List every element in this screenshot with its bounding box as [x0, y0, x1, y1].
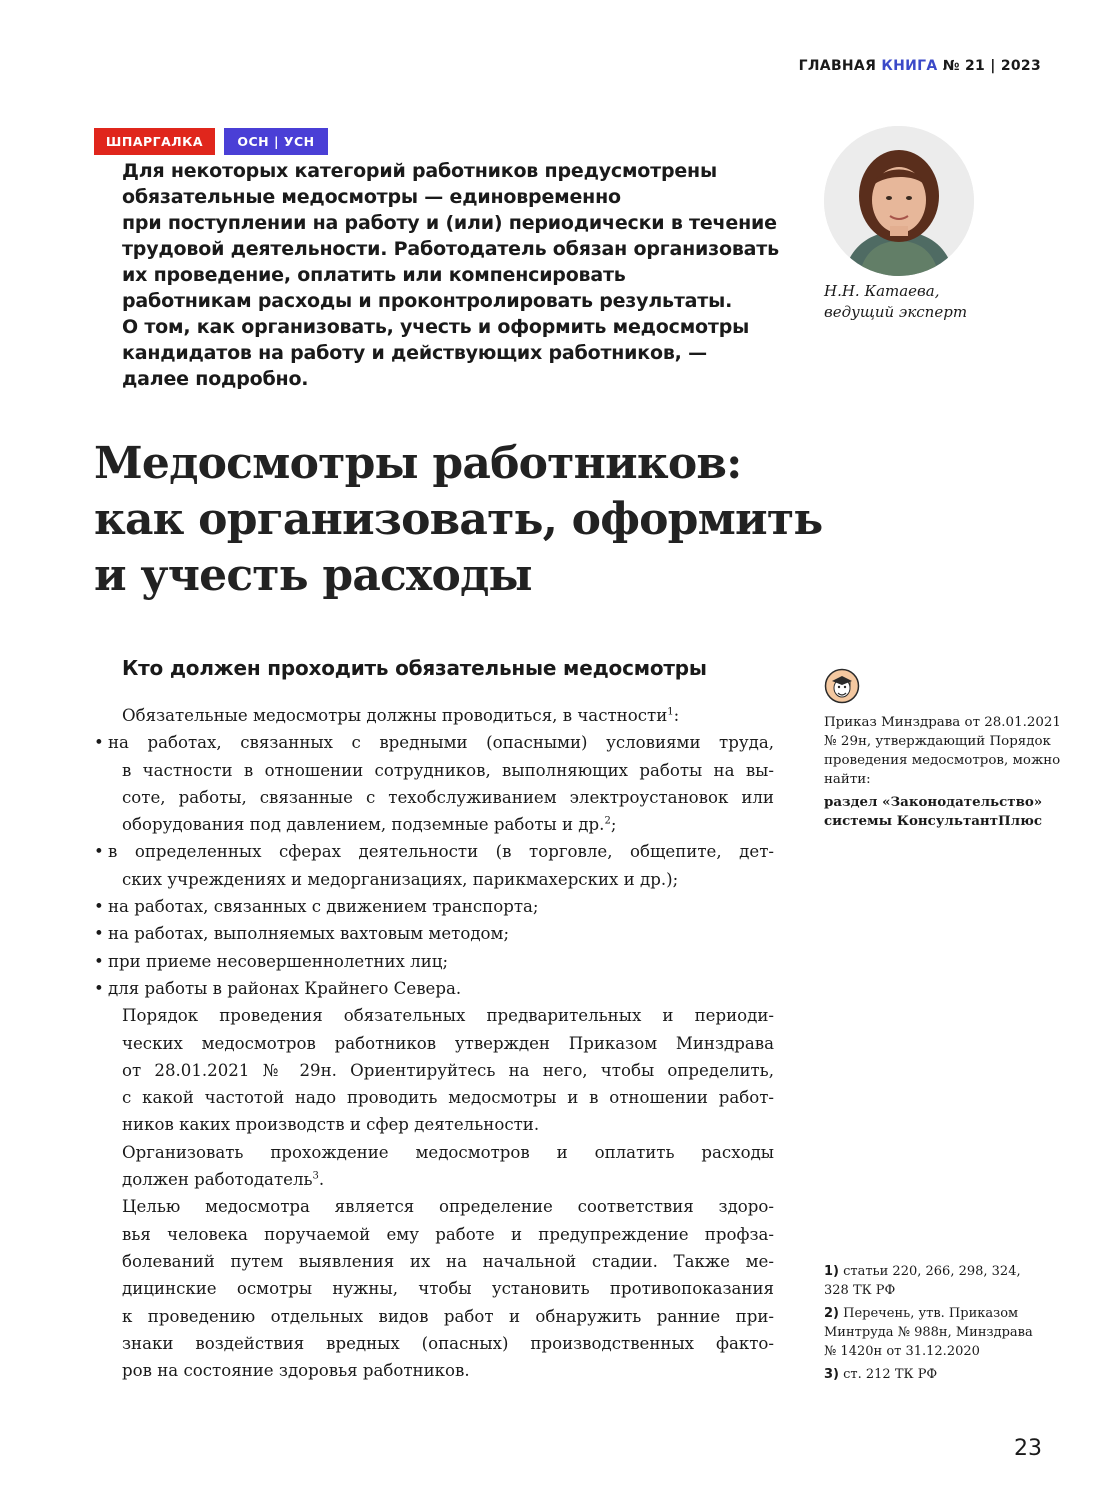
- bullet-text: на работах, связанных с вредными (опасными) условиями труда,: [108, 733, 774, 753]
- footnote-line: Минтруда № 988н, Минздрава: [824, 1325, 1033, 1340]
- footnote-number: 3): [824, 1367, 839, 1382]
- footnote-text: статьи 220, 266, 298, 324,: [843, 1264, 1021, 1279]
- title-line: Медосмотры работников:: [94, 438, 742, 489]
- lead-line: О том, как организовать, учесть и оформить медосмотры: [122, 316, 750, 338]
- bullet-item: [94, 920, 774, 947]
- body-line: к проведению отдельных видов работ и обнаружить ранние при-: [122, 1306, 774, 1326]
- masthead-accent: КНИГА: [881, 58, 938, 74]
- bullet-item: [94, 948, 774, 975]
- title-line: как организовать, оформить: [94, 494, 823, 545]
- masthead-issue: № 21 | 2023: [942, 58, 1041, 74]
- sidebar-source: раздел «Законодательство»: [824, 794, 1043, 810]
- masthead: [799, 58, 1041, 74]
- article-title: [94, 436, 994, 604]
- body-line: соте, работы, связанные с техобслуживанием электроустановок или: [122, 787, 774, 807]
- title-line: и учесть расходы: [94, 550, 532, 601]
- punct: ;: [610, 815, 617, 835]
- tag-crib: ШПАРГАЛКА: [94, 128, 215, 155]
- lead-line: обязательные медосмотры — единовременно: [122, 186, 621, 208]
- article-body: [94, 702, 774, 1384]
- punct: :: [673, 706, 680, 725]
- body-line: Целью медосмотра является определение соответствия здоро-: [122, 1197, 774, 1217]
- lead-line: далее подробно.: [122, 368, 309, 390]
- body-line: вья человека поручаемой ему работе и предупреждение профза-: [122, 1224, 774, 1244]
- intro-text: Обязательные медосмотры должны проводиться, в частности: [122, 706, 668, 725]
- tag-tax-regime: ОСН | УСН: [224, 128, 328, 155]
- body-line: в частности в отношении сотрудников, выполняющих работы на вы-: [122, 760, 774, 780]
- body-line: ров на состояние здоровья работников.: [122, 1361, 470, 1381]
- lead-line: Для некоторых категорий работников предусмотрены: [122, 160, 717, 182]
- footnote-item: [824, 1365, 1074, 1384]
- body-line: ских учреждениях и медорганизациях, парикмахерских и др.);: [122, 869, 679, 889]
- sidebar-line: найти:: [824, 772, 871, 787]
- bullet-icon: •: [94, 924, 104, 944]
- lead-line: кандидатов на работу и действующих работников, —: [122, 342, 707, 364]
- footnote-item: [824, 1304, 1074, 1361]
- lead-line: работникам расходы и проконтролировать результаты.: [122, 290, 733, 312]
- bullet-text: для работы в районах Крайнего Севера.: [108, 978, 462, 998]
- footnote-text: ст. 212 ТК РФ: [843, 1367, 938, 1382]
- footnote-number: 1): [824, 1264, 839, 1279]
- author-name: Н.Н. Катаева,: [824, 282, 940, 300]
- footnote-item: [824, 1262, 1074, 1300]
- footnote-text: Перечень, утв. Приказом: [843, 1306, 1019, 1321]
- sidebar-line: № 29н, утверждающий Порядок: [824, 734, 1051, 749]
- body-line: от 28.01.2021 № 29н. Ориентируйтесь на него, чтобы определить,: [122, 1060, 774, 1080]
- bullet-item: [94, 838, 774, 865]
- bullet-item: [94, 729, 774, 756]
- consultant-icon: [824, 668, 860, 704]
- lead-paragraph: [122, 158, 782, 392]
- footnote-line: [824, 1262, 1074, 1281]
- lead-line: их проведение, оплатить или компенсировать: [122, 264, 626, 286]
- sidebar-line: проведения медосмотров, можно: [824, 753, 1061, 768]
- footnote-ref: 1: [667, 706, 674, 718]
- body-line: знаки воздействия вредных (опасных) производственных факто-: [122, 1333, 774, 1353]
- bullet-text: на работах, связанных с движением транспорта;: [108, 897, 539, 917]
- bullet-icon: •: [94, 842, 104, 862]
- bullet-text: оборудования под давлением, подземные работы и др.: [122, 815, 605, 835]
- body-line: Организовать прохождение медосмотров и оплатить расходы: [122, 1142, 774, 1162]
- body-line: [94, 811, 774, 838]
- bullet-icon: •: [94, 978, 104, 998]
- footnote-line: [824, 1365, 1074, 1384]
- masthead-main: ГЛАВНАЯ: [798, 58, 877, 74]
- footnotes: [824, 1262, 1074, 1388]
- author-caption: [824, 281, 967, 323]
- bullet-text: при приеме несовершеннолетних лиц;: [108, 951, 449, 971]
- footnote-ref: 2: [604, 815, 611, 827]
- bullet-item: [94, 893, 774, 920]
- sidebar-note: [824, 713, 1061, 831]
- footnote-line: № 1420н от 31.12.2020: [824, 1344, 980, 1359]
- footnote-line: [824, 1304, 1074, 1323]
- bullet-item: [94, 975, 774, 1002]
- body-line: с какой частотой надо проводить медосмотры и в отношении работ-: [122, 1088, 774, 1108]
- lead-line: трудовой деятельности. Работодатель обязан организовать: [122, 238, 779, 260]
- page-number: 23: [1014, 1436, 1042, 1461]
- footnote-line: 328 ТК РФ: [824, 1283, 896, 1298]
- bullet-text: в определенных сферах деятельности (в торговле, общепите, дет-: [108, 842, 774, 862]
- sidebar-line: Приказ Минздрава от 28.01.2021: [824, 715, 1061, 730]
- body-line: ников каких производств и сфер деятельности.: [122, 1115, 540, 1135]
- body-line: [94, 702, 774, 729]
- body-line: болеваний путем выявления их на начальной стадии. Также ме-: [122, 1251, 774, 1271]
- author-photo: [824, 126, 974, 276]
- bullet-icon: •: [94, 951, 104, 971]
- lead-line: при поступлении на работу и (или) периодически в течение: [122, 212, 777, 234]
- footnote-number: 2): [824, 1306, 839, 1321]
- bullet-icon: •: [94, 897, 104, 917]
- body-line: Порядок проведения обязательных предварительных и периоди-: [122, 1006, 774, 1026]
- author-role: ведущий эксперт: [824, 303, 968, 321]
- body-line: дицинские осмотры нужны, чтобы установить противопоказания: [122, 1279, 774, 1299]
- punct: .: [318, 1170, 325, 1190]
- body-text: должен работодатель: [122, 1170, 313, 1190]
- footnote-ref: 3: [312, 1170, 319, 1182]
- section-heading: Кто должен проходить обязательные медосмотры: [122, 656, 707, 680]
- body-line: [94, 1166, 774, 1193]
- sidebar-source: системы КонсультантПлюс: [824, 813, 1042, 829]
- author-portrait-icon: [824, 126, 974, 276]
- body-line: ческих медосмотров работников утвержден Приказом Минздрава: [122, 1033, 774, 1053]
- bullet-icon: •: [94, 733, 104, 753]
- bullet-text: на работах, выполняемых вахтовым методом;: [108, 924, 510, 944]
